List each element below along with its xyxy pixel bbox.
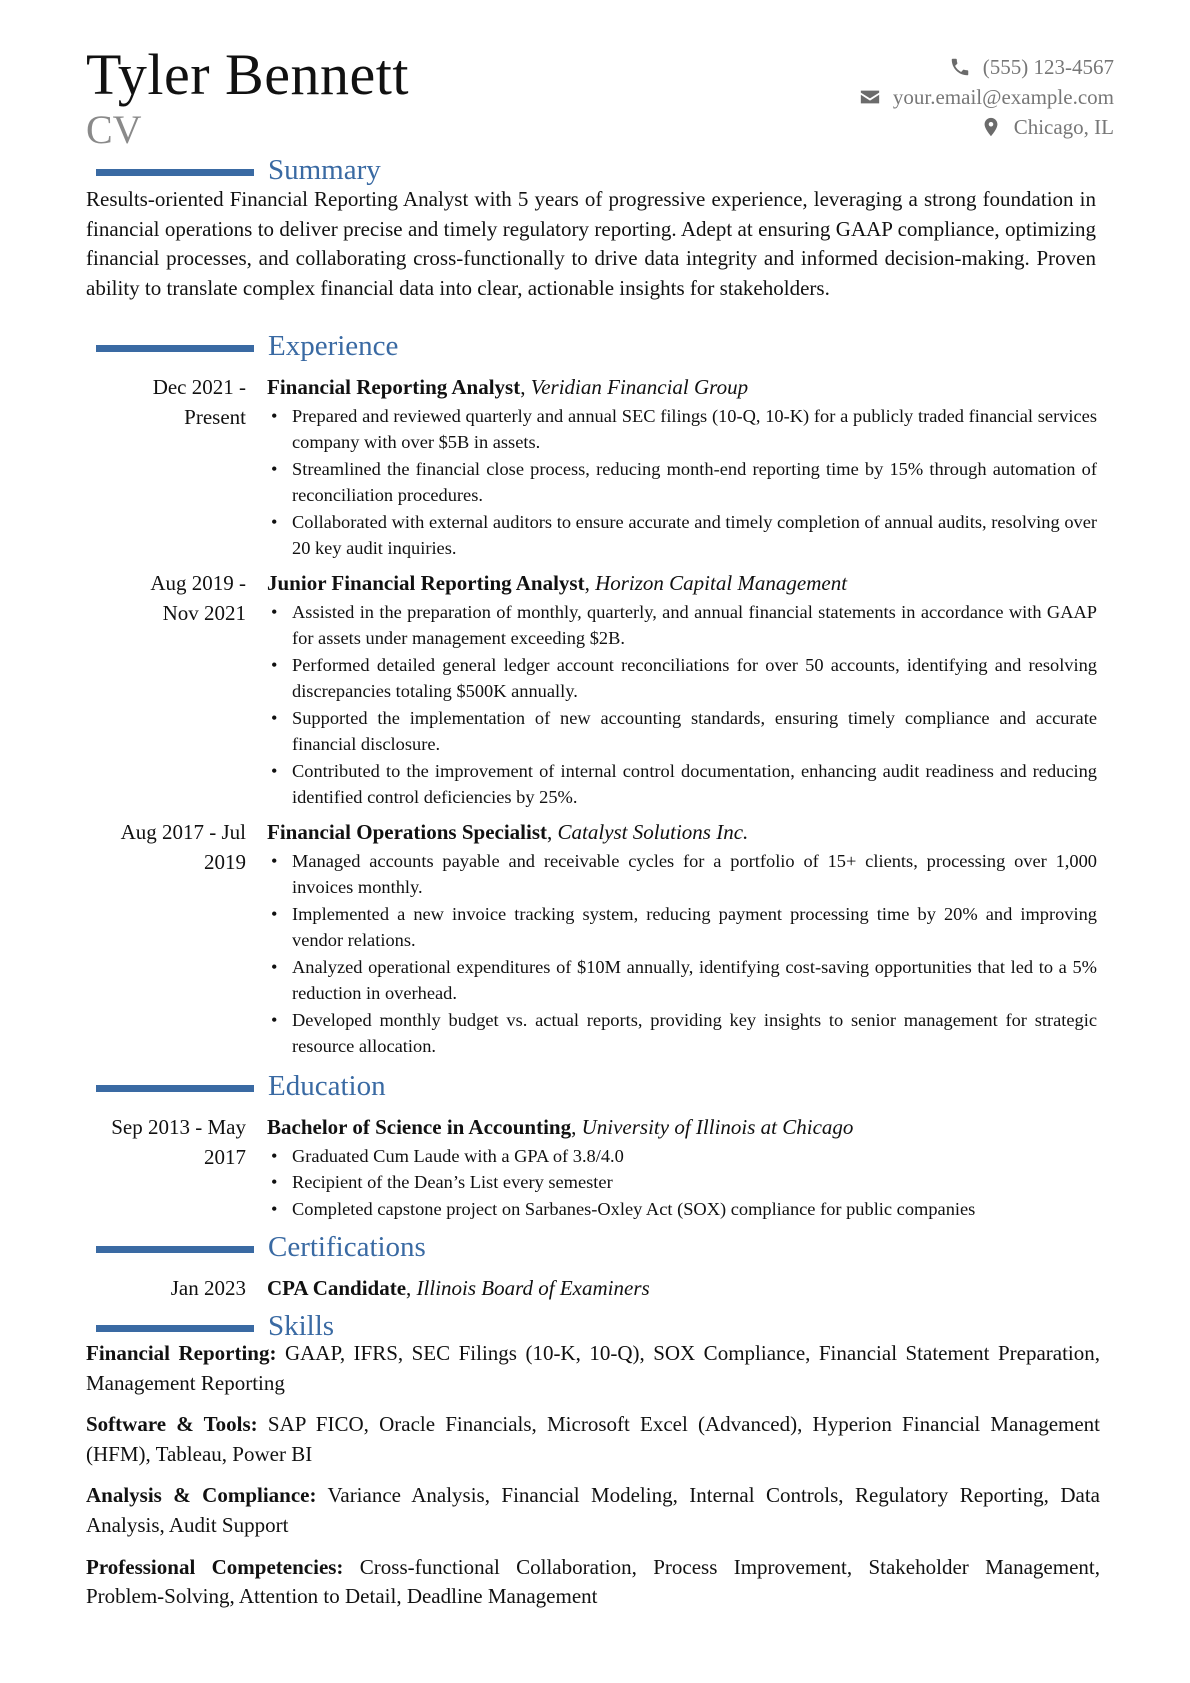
map-pin-icon (980, 116, 1002, 138)
section-summary-heading (96, 152, 381, 188)
section-title-summary: Summary (268, 154, 381, 186)
skill-row (86, 1339, 1100, 1398)
section-accent-bar (96, 1246, 254, 1253)
entry-bullets (267, 599, 1097, 811)
list-item: • Graduated Cum Laude with a GPA of 3.8/4.0 (267, 1143, 1097, 1170)
date-start: Aug 2019 - (150, 571, 246, 595)
entry-title: Financial Reporting Analyst, Veridian Financial Group (267, 375, 749, 399)
phone-text: (555) 123-4567 (982, 55, 1114, 79)
skill-row (86, 1410, 1100, 1469)
entry-title: Junior Financial Reporting Analyst, Horizon Capital Management (267, 571, 848, 595)
envelope-icon (859, 86, 881, 108)
entry-date (86, 818, 246, 877)
list-item: • Managed accounts payable and receivable cycles for a portfolio of 15+ clients, processing over 1,000 invoices monthly. (267, 848, 1097, 901)
date-start: Sep 2013 - May (111, 1115, 246, 1139)
section-accent-bar (96, 169, 254, 176)
entry-title: Financial Operations Specialist, Catalyst Solutions Inc. (267, 820, 749, 844)
skill-category: Analysis & Compliance: (86, 1483, 317, 1508)
list-item: • Prepared and reviewed quarterly and annual SEC filings (10-Q, 10-K) for a publicly traded financial services company with over $5B in assets. (267, 403, 1097, 456)
entry-bullets (267, 1143, 1097, 1223)
entry-title: CPA Candidate, Illinois Board of Examiners (267, 1276, 650, 1300)
date-start: Aug 2017 - Jul (120, 820, 246, 844)
contact-location (859, 112, 1114, 142)
section-education-heading (96, 1068, 386, 1104)
entry-org: Catalyst Solutions Inc. (557, 820, 749, 844)
entry-role: Junior Financial Reporting Analyst (267, 571, 585, 595)
entry-body (267, 818, 1097, 1060)
list-item: • Developed monthly budget vs. actual reports, providing key insights to senior management for strategic resource allocation. (267, 1007, 1097, 1060)
skill-row (86, 1481, 1100, 1540)
entry-org: Horizon Capital Management (595, 571, 848, 595)
section-accent-bar (96, 345, 254, 352)
email-link[interactable]: your.email@example.com (892, 85, 1114, 109)
entry-bullets (267, 403, 1097, 562)
section-title-certifications: Certifications (268, 1231, 426, 1263)
entry-org: Veridian Financial Group (530, 375, 749, 399)
date-end: 2019 (204, 849, 246, 874)
entry-body (267, 1113, 1097, 1222)
skill-items: SAP FICO, Oracle Financials, Microsoft Excel (Advanced), Hyperion Financial Management (HFM), Tableau, Power BI (86, 1412, 1101, 1466)
entry-body (267, 1274, 1097, 1304)
section-experience-heading (96, 328, 398, 364)
section-accent-bar (96, 1325, 254, 1332)
entry-title: Bachelor of Science in Accounting, University of Illinois at Chicago (267, 1115, 854, 1139)
summary-paragraph: Results-oriented Financial Reporting Analyst with 5 years of progressive experience, leveraging a strong foundation in financial operations to deliver precise and timely regulatory reporting. Adept at ensuring GAAP compliance, optimizing financial processes, and collaborating cross-functionally to drive data integrity and informed decision-making. Proven ability to translate complex financial data into clear, actionable insights for stakeholders. (86, 187, 1096, 300)
section-accent-bar (96, 1085, 254, 1092)
entry-org: Illinois Board of Examiners (416, 1276, 650, 1300)
entry-body (267, 569, 1097, 811)
list-item: • Performed detailed general ledger account reconciliations for over 50 accounts, identifying and resolving discrepancies totaling $500K annually. (267, 652, 1097, 705)
list-item: • Assisted in the preparation of monthly, quarterly, and annual financial statements in accordance with GAAP for assets under management exceeding $2B. (267, 599, 1097, 652)
entry-date (86, 569, 246, 628)
document-label: CV (86, 107, 142, 152)
date-end: Present (184, 404, 246, 429)
entry-date: Jan 2023 (170, 1276, 246, 1300)
entry-role: Financial Operations Specialist (267, 820, 548, 844)
skill-items: Cross-functional Collaboration, Process Improvement, Stakeholder Management, Problem-Solving, Attention to Detail, Deadline Management (86, 1554, 1100, 1609)
skill-category: Professional Competencies: (86, 1554, 344, 1579)
list-item: • Streamlined the financial close process, reducing month-end reporting time by 15% through automation of reconciliation procedures. (267, 456, 1097, 509)
skill-category: Financial Reporting: (86, 1341, 277, 1365)
list-item: • Implemented a new invoice tracking system, reducing payment processing time by 20% and improving vendor relations. (267, 901, 1097, 954)
list-item: • Recipient of the Dean’s List every semester (267, 1169, 1097, 1196)
phone-icon (949, 56, 971, 78)
date-start: Dec 2021 - (152, 375, 246, 399)
entry-date (86, 1113, 246, 1172)
entry-bullets (267, 848, 1097, 1060)
entry-role: Bachelor of Science in Accounting (267, 1115, 572, 1139)
list-item: • Collaborated with external auditors to ensure accurate and timely completion of annual audits, resolving over 20 key audit inquiries. (267, 509, 1097, 562)
date-end: 2017 (204, 1144, 246, 1169)
contact-block (859, 52, 1114, 142)
list-item: • Supported the implementation of new accounting standards, ensuring timely compliance and accurate financial disclosure. (267, 705, 1097, 758)
candidate-name: Tyler Bennett (86, 42, 409, 107)
entry-body (267, 373, 1097, 562)
list-item: • Contributed to the improvement of internal control documentation, enhancing audit readiness and reducing identified control deficiencies by 25%. (267, 758, 1097, 811)
list-item: • Completed capstone project on Sarbanes-Oxley Act (SOX) compliance for public companies (267, 1196, 1097, 1223)
skill-items: Variance Analysis, Financial Modeling, Internal Controls, Regulatory Reporting, Data Analysis, Audit Support (86, 1483, 1100, 1537)
entry-date (86, 373, 246, 432)
section-title-education: Education (268, 1070, 386, 1102)
section-title-experience: Experience (268, 330, 399, 362)
location-text: Chicago, IL (1013, 115, 1114, 139)
contact-phone (859, 52, 1114, 82)
entry-role: CPA Candidate (267, 1276, 407, 1300)
entry-org: University of Illinois at Chicago (581, 1115, 854, 1139)
contact-email (859, 82, 1114, 112)
skill-category: Software & Tools: (86, 1412, 258, 1437)
section-title-skills: Skills (268, 1310, 335, 1342)
date-end: Nov 2021 (162, 600, 246, 625)
entry-role: Financial Reporting Analyst (267, 375, 521, 399)
skills-list (86, 1339, 1100, 1624)
skill-row (86, 1553, 1100, 1612)
section-certifications-heading (96, 1229, 426, 1265)
skill-items: GAAP, IFRS, SEC Filings (10-K, 10-Q), SOX Compliance, Financial Statement Preparation, Management Reporting (86, 1341, 1101, 1395)
list-item: • Analyzed operational expenditures of $10M annually, identifying cost-saving opportunities that led to a 5% reduction in overhead. (267, 954, 1097, 1007)
